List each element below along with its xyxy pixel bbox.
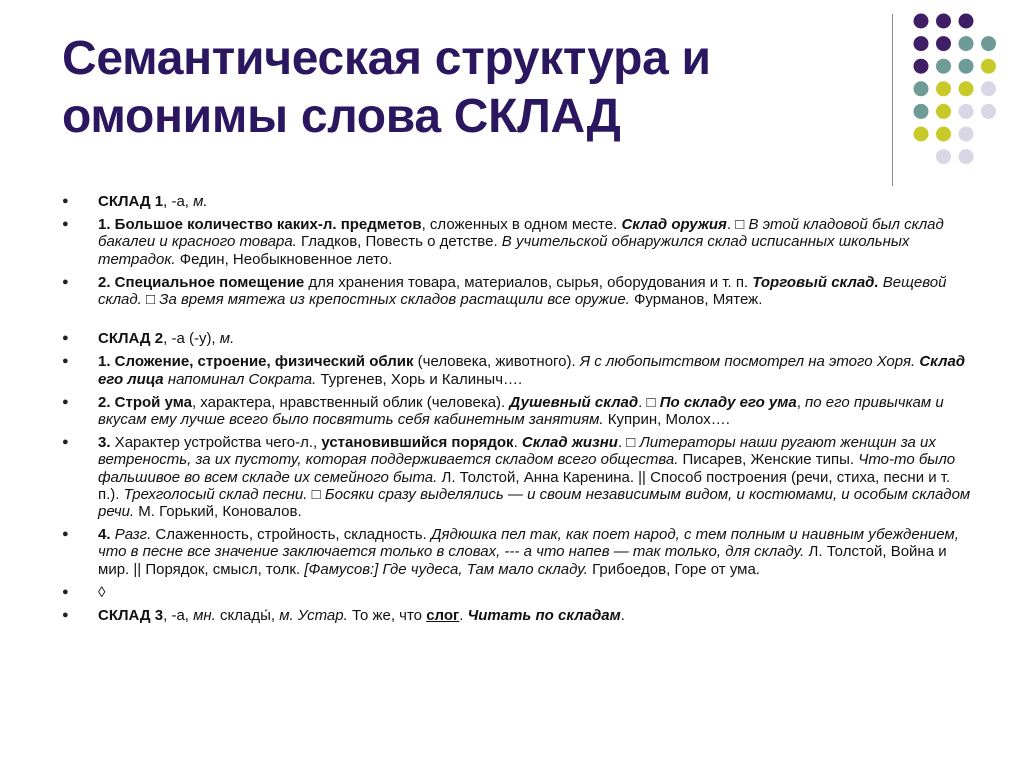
bullet-icon: ● <box>62 332 69 345</box>
entry-item <box>62 434 972 520</box>
entry-text: Разг. <box>114 526 152 544</box>
entry-text: . □ <box>638 393 660 411</box>
slide-title <box>62 30 862 146</box>
entry-text: По складу его ума <box>659 393 797 411</box>
entry-text: В этой кладовой был склад бакалеи и красного товара. <box>98 216 944 251</box>
entry-text: Торговый склад. <box>752 273 879 291</box>
decorative-dot <box>981 59 996 74</box>
entry-text: Л. Толстой, Анна Каренина. || Способ построения (речи, стиха, песни и т. п.). <box>98 468 951 503</box>
entry-item <box>62 216 972 268</box>
entry-item <box>62 584 972 601</box>
slide-title-line-2: омонимы слова СКЛАД <box>62 90 621 143</box>
entry-text: Характер устройства чего-л., <box>110 434 322 452</box>
entry-text: Трехголосый склад песни. <box>123 485 308 503</box>
entry-text: Я с любопытством посмотрел на этого Хоря. <box>579 353 916 371</box>
entry-text: □ <box>141 291 160 309</box>
dictionary-entries <box>62 193 972 630</box>
decorative-dot <box>959 14 974 29</box>
entry-text: СКЛАД 3 <box>98 607 164 625</box>
decorative-dot <box>959 81 974 96</box>
entry-item <box>62 526 972 578</box>
entry-text: Писарев, Женские типы. <box>678 451 859 469</box>
entry-text: склады́, <box>215 607 280 625</box>
decorative-dot <box>936 127 951 142</box>
entry-text: Куприн, Молох…. <box>603 411 730 429</box>
bullet-icon: ● <box>62 395 69 408</box>
decorative-dot <box>959 127 974 142</box>
decorative-divider <box>892 14 893 186</box>
entry-text: Литераторы наши ругают женщин за их ветреность, за их пустоту, которая поддерживается складом всего общества. <box>98 434 936 469</box>
entry-text: Склад его лица <box>98 353 966 388</box>
entry-text: □ <box>307 485 325 503</box>
entry-item <box>62 353 972 387</box>
entry-text: 2. Специальное помещение <box>98 273 305 291</box>
entry-text: Что-то было фальшивое во всем складе их семейного быта. <box>98 451 956 486</box>
entry-text: ◊ <box>98 583 106 601</box>
bullet-icon: ● <box>62 275 69 288</box>
entry-text: . <box>620 607 625 625</box>
entry-text: Фурманов, Мятеж. <box>629 291 763 309</box>
entry-item <box>62 394 972 428</box>
bullet-icon: ● <box>62 218 69 231</box>
entry-text: 2. Строй ума <box>98 393 192 411</box>
decorative-dot <box>914 36 929 51</box>
decorative-dot <box>936 14 951 29</box>
entry-text: 1. Сложение, строение, физический облик <box>98 353 414 371</box>
entry-text: 4. <box>98 526 111 544</box>
entry-text: СКЛАД 1 <box>98 193 164 210</box>
decorative-dot <box>959 104 974 119</box>
decorative-dot <box>914 127 929 142</box>
bullet-icon: ● <box>62 436 69 449</box>
entry-text: [Фамусов:] Где чудеса, Там мало складу. <box>304 560 588 578</box>
entry-text: напоминал Сократа. <box>167 370 317 388</box>
bullet-icon: ● <box>62 585 69 598</box>
decorative-dot-grid-icon <box>912 12 1012 167</box>
decorative-dot <box>914 59 929 74</box>
entry-text: Душевный склад <box>509 393 639 411</box>
entry-text: Слаженность, стройность, складность. <box>151 526 431 544</box>
entry-text: . <box>459 607 468 625</box>
decorative-dot <box>981 104 996 119</box>
entry-text: За время мятежа из крепостных складов растащили все оружие. <box>159 291 630 309</box>
entry-text: , -а (-у), <box>163 330 220 348</box>
entry-text: Гладков, Повесть о детстве. <box>296 233 502 251</box>
decorative-dot <box>936 59 951 74</box>
entry-text: , -а, <box>163 193 194 210</box>
decorative-dot <box>959 36 974 51</box>
decorative-dot <box>936 149 951 164</box>
entry-text: слог <box>426 607 460 625</box>
entry-text: м. <box>193 193 208 210</box>
entry-text: В учительской обнаружился склад исписанных школьных тетрадок. <box>98 233 910 268</box>
entry-text: для хранения товара, материалов, сырья, оборудования и т. п. <box>304 273 753 291</box>
entry-item <box>62 193 972 210</box>
entry-text: Вещевой склад. <box>98 273 947 309</box>
entry-text: Тургенев, Хорь и Калиныч…. <box>316 370 523 388</box>
decorative-dot <box>936 81 951 96</box>
entry-text: То же, что <box>347 607 427 625</box>
entry-item <box>62 607 972 624</box>
decorative-dot <box>936 36 951 51</box>
decorative-dot <box>959 149 974 164</box>
entry-text: Читать по складам <box>467 607 621 625</box>
decorative-dot <box>914 104 929 119</box>
decorative-dot <box>981 81 996 96</box>
entry-text: Босяки сразу выделялись — и своим независимым видом, и костюмами, и особым складом речи. <box>98 485 971 521</box>
bullet-icon: ● <box>62 528 69 541</box>
decorative-dot <box>959 59 974 74</box>
entry-text: . □ <box>726 216 749 234</box>
bullet-icon: ● <box>62 355 69 368</box>
entry-text: Склад жизни <box>521 434 618 452</box>
entry-text: мн. <box>193 607 216 625</box>
entry-text: СКЛАД 2 <box>98 330 164 348</box>
entry-text: . □ <box>617 434 640 452</box>
entry-text: , <box>796 393 806 411</box>
entry-item <box>62 274 972 308</box>
entry-text: Грибоедов, Горе от ума. <box>587 560 760 578</box>
entry-text: , -а, <box>163 607 194 625</box>
entry-text: Склад оружия <box>621 216 727 234</box>
entry-text: , характера, нравственный облик (человека). <box>191 393 510 411</box>
entry-text: 1. Большое количество каких-л. предметов <box>98 216 422 234</box>
entry-text: М. Горький, Коновалов. <box>134 503 302 521</box>
decorative-dot <box>936 104 951 119</box>
entry-item <box>62 330 972 347</box>
entry-text: Дядюшка пел так, как поет народ, с тем полным и наивным убеждением, что в песне все значение заключается только в словах, --- а что напев — так только, для складу. <box>98 526 959 561</box>
entry-text: по его привычкам и вкусам ему лучше всего было посвятить себя кабинетным занятиям. <box>98 393 944 429</box>
entry-text: м. Устар. <box>279 607 348 625</box>
decorative-dot <box>914 14 929 29</box>
bullet-icon: ● <box>62 195 69 207</box>
decorative-dot <box>914 81 929 96</box>
decorative-dot <box>981 36 996 51</box>
entry-text: (человека, животного). <box>413 353 580 371</box>
entry-text: 3. <box>98 434 111 452</box>
slide-title-line-1: Семантическая структура и <box>62 32 711 85</box>
entry-text: , сложенных в одном месте. <box>421 216 622 234</box>
entry-text: . <box>513 434 522 452</box>
entry-text: установившийся порядок <box>321 434 514 452</box>
entry-text: м. <box>219 330 235 348</box>
entry-text: Федин, Необыкновенное лето. <box>175 250 393 268</box>
entry-text: Л. Толстой, Война и мир. || Порядок, смысл, толк. <box>98 543 947 578</box>
bullet-icon: ● <box>62 609 69 622</box>
